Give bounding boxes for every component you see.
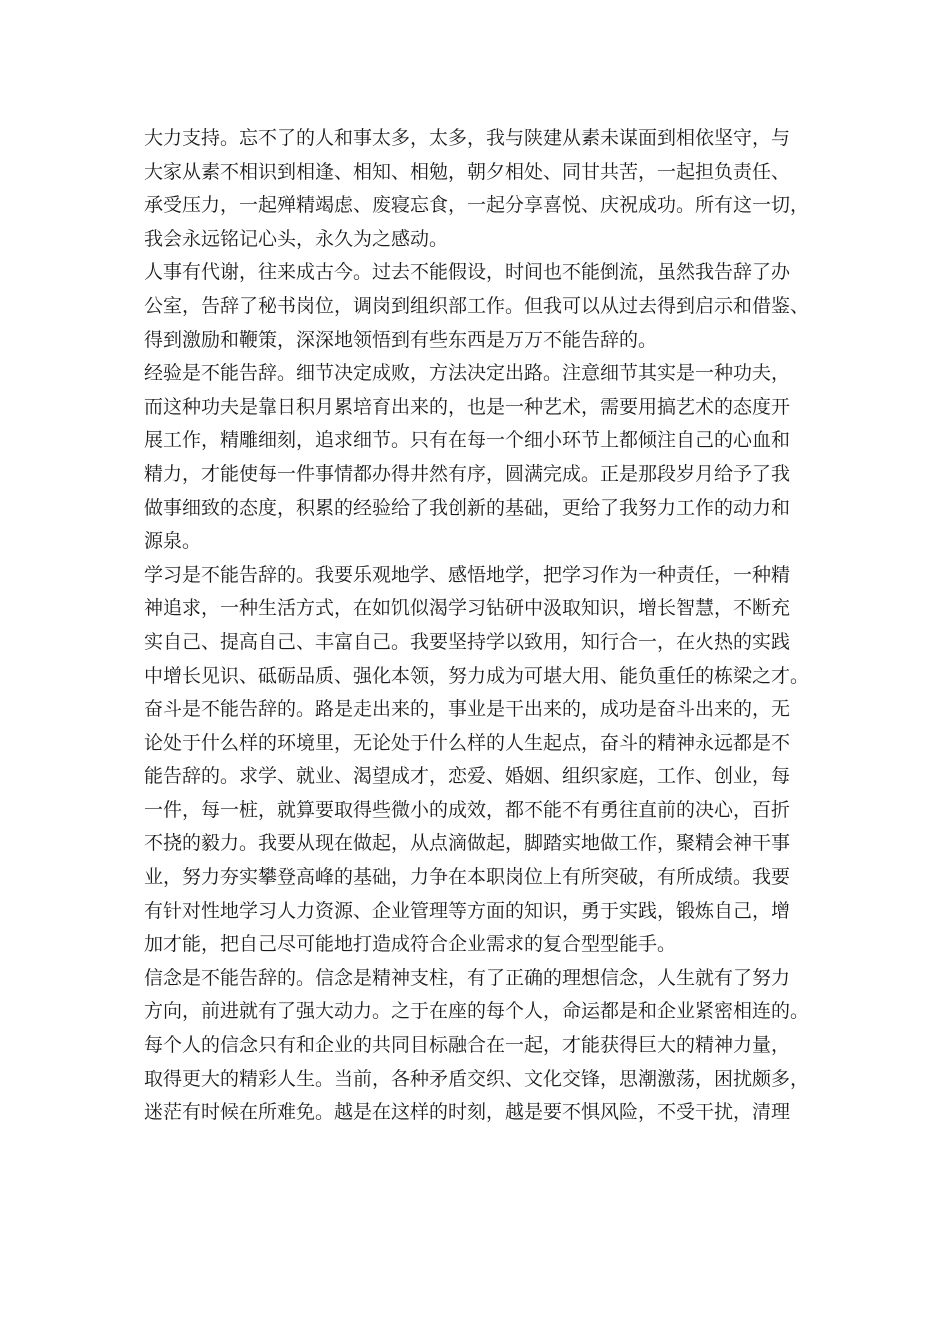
text-line: 中增长见识、砥砺品质、强化本领，努力成为可堪大用、能负重任的栋梁之才。 (144, 664, 810, 687)
text-line: 大力支持。忘不了的人和事太多，太多，我与陕建从素未谋面到相依坚守，与 (144, 127, 791, 149)
text-line: 大家从素不相识到相逢、相知、相勉，朝夕相处、同甘共苦，一起担负责任、 (144, 160, 791, 183)
text-line: 业，努力夯实攀登高峰的基础，力争在本职岗位上有所突破，有所成绩。我要 (144, 866, 791, 889)
text-line: 人事有代谢，往来成古今。过去不能假设，时间也不能倒流，虽然我告辞了办 (144, 261, 791, 284)
text-line: 神追求，一种生活方式，在如饥似渴学习钻研中汲取知识，增长智慧，不断充 (144, 597, 791, 620)
text-line: 学习是不能告辞的。我要乐观地学、感悟地学，把学习作为一种责任，一种精 (144, 563, 791, 586)
text-line: 我会永远铭记心头，永久为之感动。 (144, 227, 449, 250)
text-line: 每个人的信念只有和企业的共同目标融合在一起，才能获得巨大的精神力量， (144, 1034, 791, 1057)
text-line: 方向，前进就有了强大动力。之于在座的每个人，命运都是和企业紧密相连的。 (144, 1000, 810, 1023)
text-line: 一件，每一桩，就算要取得些微小的成效，都不能不有勇往直前的决心，百折 (144, 798, 791, 821)
text-line: 取得更大的精彩人生。当前，各种矛盾交织、文化交锋，思潮激荡，困扰颇多， (144, 1067, 810, 1090)
text-line: 信念是不能告辞的。信念是精神支柱，有了正确的理想信念，人生就有了努力 (144, 966, 791, 989)
text-line: 而这种功夫是靠日积月累培育出来的，也是一种艺术，需要用搞艺术的态度开 (144, 395, 791, 418)
text-line: 公室，告辞了秘书岗位，调岗到组织部工作。但我可以从过去得到启示和借鉴、 (144, 294, 810, 317)
text-line: 有针对性地学习人力资源、企业管理等方面的知识，勇于实践，锻炼自己，增 (144, 899, 791, 922)
text-line: 迷茫有时候在所难免。越是在这样的时刻，越是要不惧风险，不受干扰，清理 (144, 1101, 791, 1124)
text-line: 做事细致的态度，积累的经验给了我创新的基础，更给了我努力工作的动力和 (144, 496, 791, 519)
text-line: 论处于什么样的环境里，无论处于什么样的人生起点，奋斗的精神永远都是不 (144, 731, 791, 754)
text-line: 承受压力，一起殚精竭虑、废寝忘食，一起分享喜悦、庆祝成功。所有这一切， (144, 194, 810, 217)
text-line: 不挠的毅力。我要从现在做起，从点滴做起，脚踏实地做工作，聚精会神干事 (144, 832, 791, 855)
text-line: 源泉。 (144, 530, 202, 553)
text-line: 奋斗是不能告辞的。路是走出来的，事业是干出来的，成功是奋斗出来的，无 (144, 698, 791, 721)
text-line: 经验是不能告辞。细节决定成败，方法决定出路。注意细节其实是一种功夫， (144, 362, 791, 385)
body-text (144, 122, 810, 1130)
text-line: 能告辞的。求学、就业、渴望成才，恋爱、婚姻、组织家庭，工作、创业，每 (144, 765, 791, 788)
text-line: 精力，才能使每一件事情都办得井然有序，圆满完成。正是那段岁月给予了我 (144, 462, 791, 485)
text-line: 加才能，把自己尽可能地打造成符合企业需求的复合型型能手。 (144, 933, 677, 956)
text-line: 得到激励和鞭策，深深地领悟到有些东西是万万不能告辞的。 (144, 328, 658, 351)
text-line: 展工作，精雕细刻，追求细节。只有在每一个细小环节上都倾注自己的心血和 (144, 429, 791, 452)
text-line: 实自己、提高自己、丰富自己。我要坚持学以致用，知行合一，在火热的实践 (144, 630, 791, 653)
